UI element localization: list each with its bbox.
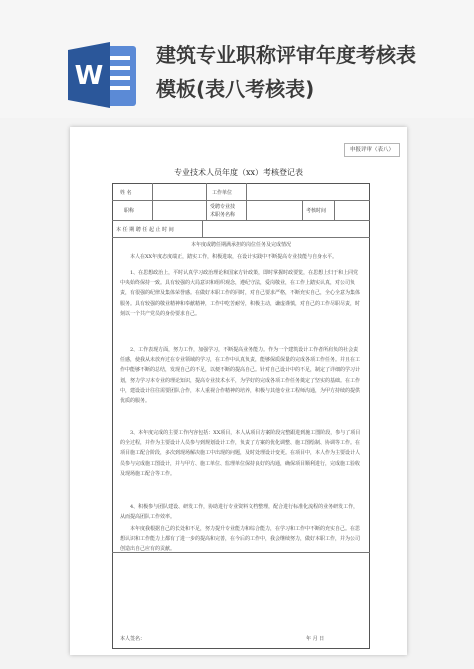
term-label: 本 任 期 聘 任 起 止 时 间	[116, 227, 174, 233]
table-col-line	[202, 220, 203, 237]
title-label: 职称	[124, 208, 135, 214]
document-preview	[70, 127, 407, 655]
application-tag: 申报评审（表八）	[344, 143, 400, 157]
table-col-line	[206, 183, 207, 220]
word-document-icon	[66, 38, 140, 112]
table-row-line	[112, 200, 370, 201]
table-col-line	[334, 200, 335, 220]
paragraph-3: 3、本年度完成的主要工作内容包括：XX项目，本人从项目方案阶段完整跟进到施工图阶段，参与了项目的全过程，并作为主要设计人员参与到规划设计工作，负责了方案的优化调整、施工图绘制、协调等工作。在项目施工配合阶段，多次到现场解决施工中出现的问题，及时处理设计变更。在项目中，本人作为主要设计人员参与完成施工图设计，并与甲方、施工单位、监理单位保持良好的沟通，确保项目顺利进行，完成施工验收及现场施工配合等工作。	[120, 430, 361, 477]
table-col-line	[152, 183, 153, 220]
hired-position-label-1: 受聘专业技	[210, 204, 236, 210]
page-title	[156, 38, 456, 106]
paragraph-5: 本年度我根据自己的长处和不足，努力提升专业能力和综合能力，在学习和工作中不断的充实自己。在思想认识和工作能力上都有了进一步的提高和完善，在今后的工作中，我会继续努力，做好本职工作，并为公司创造出自己应有的贡献。	[120, 526, 361, 553]
paragraph-1: 1、在思想政治上，平时认真学习政治理论和国家方针政策，即时掌握时政要览，在思想上归于和上同党中央始终保持一致。具有较强的大局意识和组织观念，遵纪守法，爱岗敬业，在工作上踏实认真，对公司负责，有很强的纪律及集体荣誉感。在做好本职工作的同时，对自己要求严格，不断充实自己，全心全意为集体服务。具有较强的敬业精神和奉献精神，工作中吃苦耐劳，积极主动，谦虚谨慎，对自己的工作尽职尽责，时刻以一个共产党员的身份要求自己。	[120, 270, 361, 317]
table-row-line	[112, 220, 370, 221]
section-heading: 本年度或聘任期满承担的岗位任务及完成情况	[190, 242, 291, 248]
form-title: 专业技术人员年度（xx）考核登记表	[173, 168, 304, 177]
table-row-line	[112, 237, 370, 238]
table-col-line	[302, 200, 303, 220]
svg-text:W: W	[74, 61, 104, 91]
paragraph-2: 2、工作表现方面，努力工作，加强学习，不断提高业务能力。作为一个建筑设计工作者所肩负的社会责任感，使我从未放弃过在专业领域的学习，在工作中认真负责，能够保质保量的完成各项工作任务。并且在工作中能够不断的总结，发现自己的不足，以便不断的提高自己。针对自己设计中的不足，制定了详细的学习计划，努力学习本专业的理论知识，提高专业技术水平，为学好的完成各项工作任务奠定了坚实的基础。在工作中，建设设计往往需要团队合作，本人重视合作精神的培养，积极与其他专业工程师沟通，为甲方持续的提供优质的服务。	[120, 347, 361, 405]
paragraph-4: 4、积极参与团队建设、研发工作，协助进行专业资料文档整理，配合进行标准化流程的业务研发工作，从而提高团队工作效率。	[120, 504, 359, 521]
signature-label: 本人签名：	[120, 636, 146, 642]
table-col-line	[246, 183, 247, 220]
name-label: 姓 名	[120, 190, 132, 196]
title-line-1: 建筑专业职称评审年度考核表	[156, 43, 416, 67]
date-label: 年 月 日	[306, 636, 325, 642]
page-header	[0, 0, 474, 118]
title-line-2: 模板(表八考核表)	[156, 77, 315, 101]
hired-position-label-2: 术职务名称	[210, 212, 236, 218]
appraisal-time-label: 考核时间	[306, 208, 327, 214]
work-unit-label: 工作单位	[212, 190, 233, 196]
paragraph-intro: 本人在XX年度态度端正，踏实工作，积极进取，在设计实践中不断提高专业技能与自身水平。	[130, 254, 338, 260]
